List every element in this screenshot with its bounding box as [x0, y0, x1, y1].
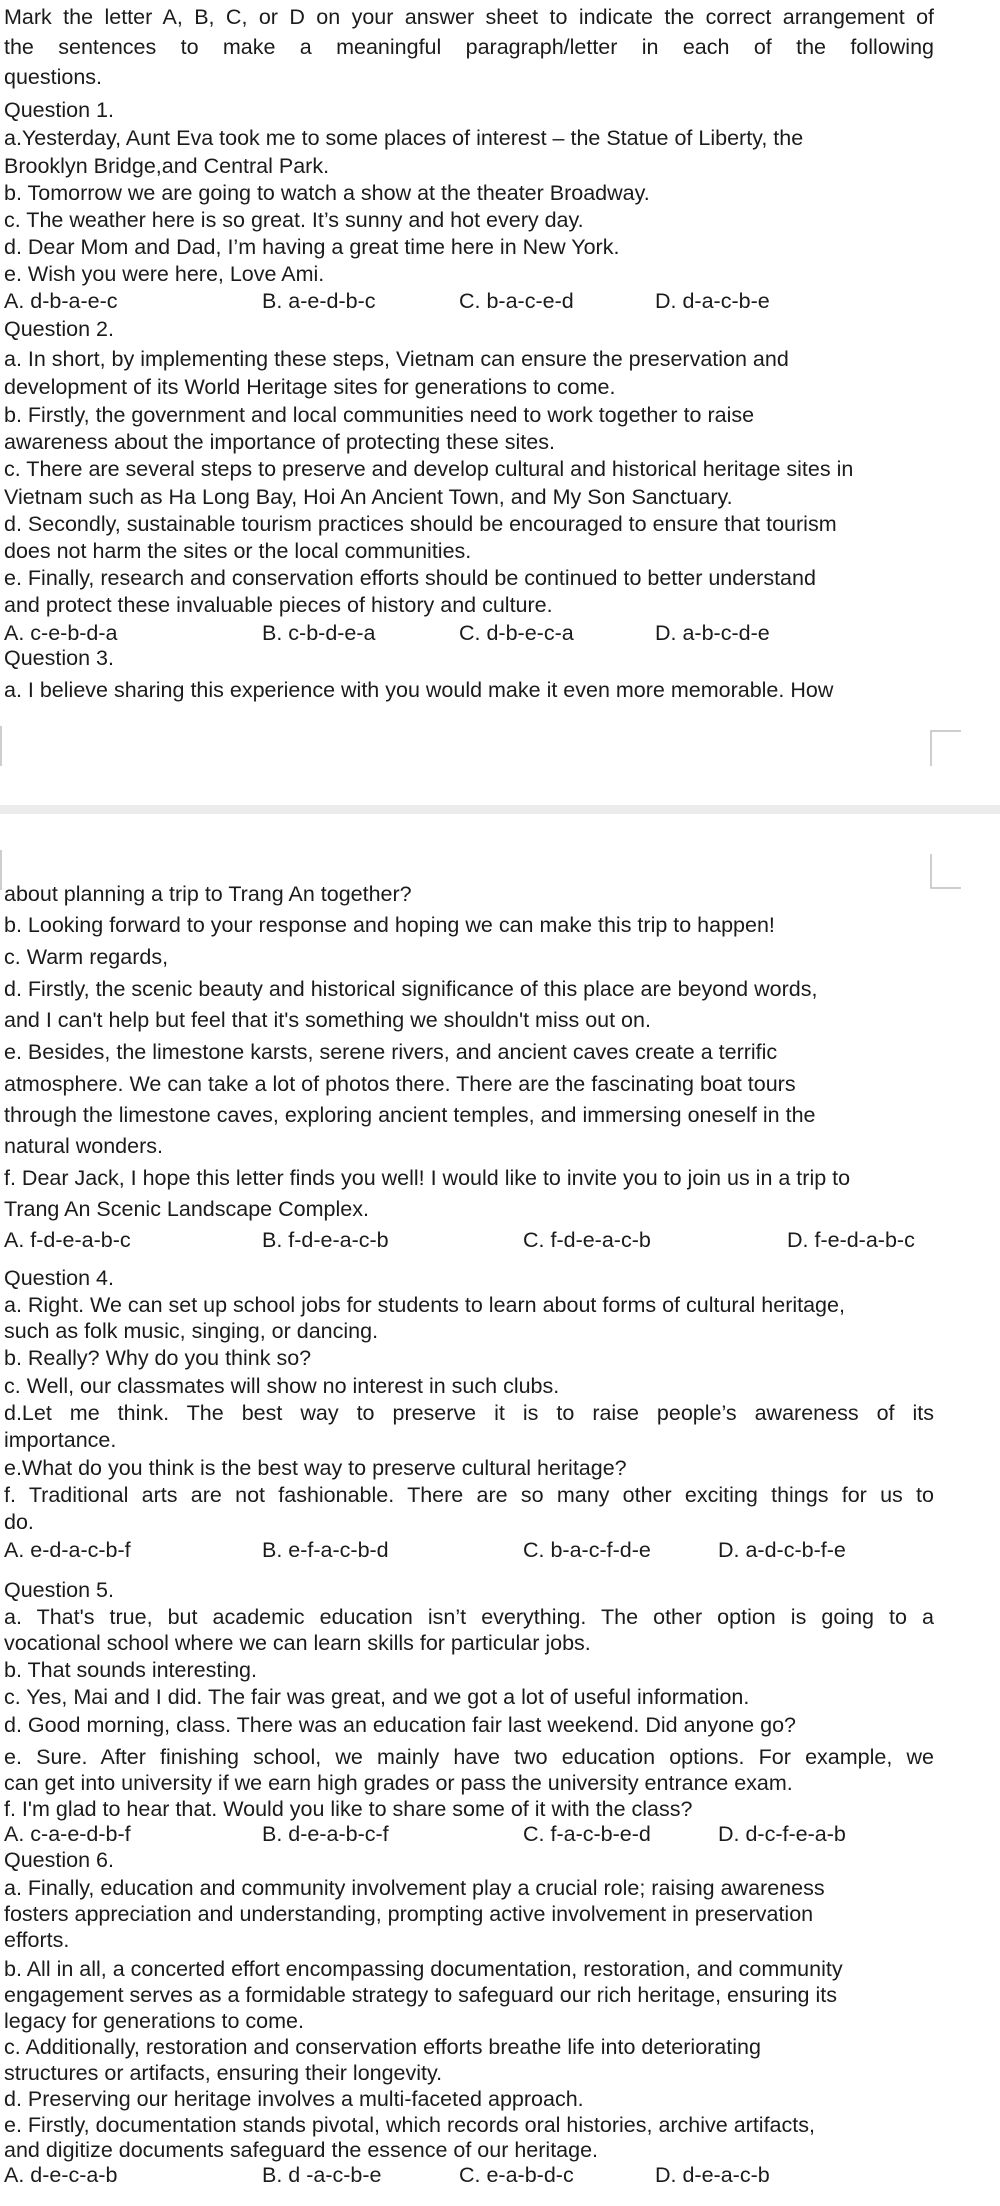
q6-line-b1: b. All in all, a concerted effort encompassing documentation, restoration, and community: [4, 1957, 843, 1981]
q1-option-a[interactable]: A. d-b-a-e-c: [4, 289, 118, 313]
q2-line-2: development of its World Heritage sites for generations to come.: [4, 375, 616, 399]
q1-option-b[interactable]: B. a-e-d-b-c: [262, 289, 376, 313]
crop-mark-right-bottom: [928, 854, 962, 890]
q3-line-d2: and I can't help but feel that it's something we shouldn't miss out on.: [4, 1008, 651, 1032]
q3-option-a[interactable]: A. f-d-e-a-b-c: [4, 1228, 131, 1252]
question-3-title: Question 3.: [4, 646, 114, 670]
q6-line-e1: e. Firstly, documentation stands pivotal, which records oral histories, archive artifacts,: [4, 2113, 815, 2137]
q2-option-a[interactable]: A. c-e-b-d-a: [4, 621, 118, 645]
q2-line-4: awareness about the importance of protecting these sites.: [4, 430, 555, 454]
q6-option-b[interactable]: B. d -a-c-b-e: [262, 2163, 382, 2187]
q5-option-c[interactable]: C. f-a-c-b-e-d: [523, 1822, 651, 1846]
q2-line-6: Vietnam such as Ha Long Bay, Hoi An Ancient Town, and My Son Sanctuary.: [4, 485, 733, 509]
q5-line-e2: can get into university if we earn high grades or pass the university entrance exam.: [4, 1771, 793, 1795]
document-page-bottom: [0, 814, 1000, 2206]
q2-line-5: c. There are several steps to preserve and develop cultural and historical heritage sites in: [4, 457, 854, 481]
q2-line-10: and protect these invaluable pieces of history and culture.: [4, 593, 553, 617]
q3-line-f1: f. Dear Jack, I hope this letter finds you well! I would like to invite you to join us in a trip to: [4, 1166, 851, 1190]
question-5-title: Question 5.: [4, 1578, 114, 1602]
q6-line-e2: and digitize documents safeguard the essence of our heritage.: [4, 2138, 599, 2162]
q2-line-1: a. In short, by implementing these steps, Vietnam can ensure the preservation and: [4, 347, 789, 371]
q5-line-c: c. Yes, Mai and I did. The fair was great, and we got a lot of useful information.: [4, 1685, 750, 1709]
instruction-line-3: questions.: [4, 65, 103, 89]
q5-line-a1: a. That's true, but academic education isn’t everything. The other option is going to a: [4, 1605, 934, 1629]
instruction-line-1: Mark the letter A, B, C, or D on your answer sheet to indicate the correct arrangement of: [4, 5, 934, 29]
q5-line-a2: vocational school where we can learn skills for particular jobs.: [4, 1631, 591, 1655]
q3-line-e2: atmosphere. We can take a lot of photos there. There are the fascinating boat tours: [4, 1072, 796, 1096]
q3-line-e1: e. Besides, the limestone karsts, serene rivers, and ancient caves create a terrific: [4, 1040, 778, 1064]
q2-line-8: does not harm the sites or the local communities.: [4, 539, 472, 563]
q6-line-a3: efforts.: [4, 1928, 70, 1952]
q2-line-9: e. Finally, research and conservation efforts should be continued to better understand: [4, 566, 816, 590]
q1-line-e: e. Wish you were here, Love Ami.: [4, 262, 325, 286]
q2-option-b[interactable]: B. c-b-d-e-a: [262, 621, 376, 645]
q3-line-e4: natural wonders.: [4, 1134, 163, 1158]
q2-line-3: b. Firstly, the government and local communities need to work together to raise: [4, 403, 755, 427]
q5-line-f: f. I'm glad to hear that. Would you like to share some of it with the class?: [4, 1797, 693, 1821]
q6-line-b2: engagement serves as a formidable strategy to safeguard our rich heritage, ensuring its: [4, 1983, 837, 2007]
q4-line-d1: d.Let me think. The best way to preserve it is to raise people’s awareness of its: [4, 1401, 934, 1425]
q6-line-a2: fosters appreciation and understanding, prompting active involvement in preservation: [4, 1902, 814, 1926]
q6-option-a[interactable]: A. d-e-c-a-b: [4, 2163, 118, 2187]
question-1-title: Question 1.: [4, 98, 114, 122]
crop-mark-left-top: [0, 726, 12, 766]
q3-line-d1: d. Firstly, the scenic beauty and historical significance of this place are beyond words,: [4, 977, 818, 1001]
q6-line-c1: c. Additionally, restoration and conservation efforts breathe life into deteriorating: [4, 2035, 761, 2059]
q4-line-e: e.What do you think is the best way to preserve cultural heritage?: [4, 1456, 627, 1480]
q1-line-a2: Brooklyn Bridge,and Central Park.: [4, 154, 330, 178]
q4-line-d2: importance.: [4, 1428, 117, 1452]
document-page-top: [0, 0, 1000, 805]
q4-line-f2: do.: [4, 1510, 34, 1534]
q3-line-b: b. Looking forward to your response and hoping we can make this trip to happen!: [4, 913, 775, 937]
q3-option-b[interactable]: B. f-d-e-a-c-b: [262, 1228, 389, 1252]
q4-option-a[interactable]: A. e-d-a-c-b-f: [4, 1538, 131, 1562]
q5-option-d[interactable]: D. d-c-f-e-a-b: [718, 1822, 846, 1846]
q6-option-c[interactable]: C. e-a-b-d-c: [459, 2163, 574, 2187]
q5-option-a[interactable]: A. c-a-e-d-b-f: [4, 1822, 131, 1846]
q6-line-b3: legacy for generations to come.: [4, 2009, 304, 2033]
q6-option-d[interactable]: D. d-e-a-c-b: [655, 2163, 770, 2187]
q6-line-d: d. Preserving our heritage involves a multi-faceted approach.: [4, 2087, 584, 2111]
question-6-title: Question 6.: [4, 1848, 114, 1872]
q3-option-c[interactable]: C. f-d-e-a-c-b: [523, 1228, 651, 1252]
q1-line-a1: a.Yesterday, Aunt Eva took me to some places of interest – the Statue of Liberty, the: [4, 126, 804, 150]
q1-line-d: d. Dear Mom and Dad, I’m having a great time here in New York.: [4, 235, 620, 259]
q1-option-d[interactable]: D. d-a-c-b-e: [655, 289, 770, 313]
q5-line-e1: e. Sure. After finishing school, we mainly have two education options. For example, we: [4, 1745, 934, 1769]
q3-line-a2: about planning a trip to Trang An together?: [4, 882, 412, 906]
q4-line-a1: a. Right. We can set up school jobs for students to learn about forms of cultural heritage,: [4, 1293, 845, 1317]
q1-line-b: b. Tomorrow we are going to watch a show at the theater Broadway.: [4, 181, 650, 205]
crop-mark-right-top: [928, 730, 962, 766]
q4-line-b: b. Really? Why do you think so?: [4, 1346, 312, 1370]
q3-option-d[interactable]: D. f-e-d-a-b-c: [787, 1228, 915, 1252]
q1-option-c[interactable]: C. b-a-c-e-d: [459, 289, 574, 313]
q2-option-d[interactable]: D. a-b-c-d-e: [655, 621, 770, 645]
q6-line-a1: a. Finally, education and community involvement play a crucial role; raising awareness: [4, 1876, 825, 1900]
q3-line-c: c. Warm regards,: [4, 945, 169, 969]
q6-line-c2: structures or artifacts, ensuring their longevity.: [4, 2061, 443, 2085]
q4-option-c[interactable]: C. b-a-c-f-d-e: [523, 1538, 651, 1562]
q2-option-c[interactable]: C. d-b-e-c-a: [459, 621, 574, 645]
q5-option-b[interactable]: B. d-e-a-b-c-f: [262, 1822, 389, 1846]
q3-line-a1: a. I believe sharing this experience with you would make it even more memorable. How: [4, 678, 834, 702]
q2-line-7: d. Secondly, sustainable tourism practices should be encouraged to ensure that tourism: [4, 512, 837, 536]
q4-line-c: c. Well, our classmates will show no interest in such clubs.: [4, 1374, 560, 1398]
instruction-line-2: the sentences to make a meaningful paragraph/letter in each of the following: [4, 35, 934, 59]
q4-option-b[interactable]: B. e-f-a-c-b-d: [262, 1538, 389, 1562]
q3-line-e3: through the limestone caves, exploring ancient temples, and immersing oneself in the: [4, 1103, 816, 1127]
q1-line-c: c. The weather here is so great. It’s sunny and hot every day.: [4, 208, 584, 232]
question-2-title: Question 2.: [4, 317, 114, 341]
q4-line-f1: f. Traditional arts are not fashionable. There are so many other exciting things for us to: [4, 1483, 934, 1507]
q3-line-f2: Trang An Scenic Landscape Complex.: [4, 1197, 369, 1221]
q4-option-d[interactable]: D. a-d-c-b-f-e: [718, 1538, 846, 1562]
q5-line-d: d. Good morning, class. There was an education fair last weekend. Did anyone go?: [4, 1713, 796, 1737]
question-4-title: Question 4.: [4, 1266, 114, 1290]
q5-line-b: b. That sounds interesting.: [4, 1658, 257, 1682]
q4-line-a2: such as folk music, singing, or dancing.: [4, 1319, 379, 1343]
page-break-gap: [0, 805, 1000, 814]
